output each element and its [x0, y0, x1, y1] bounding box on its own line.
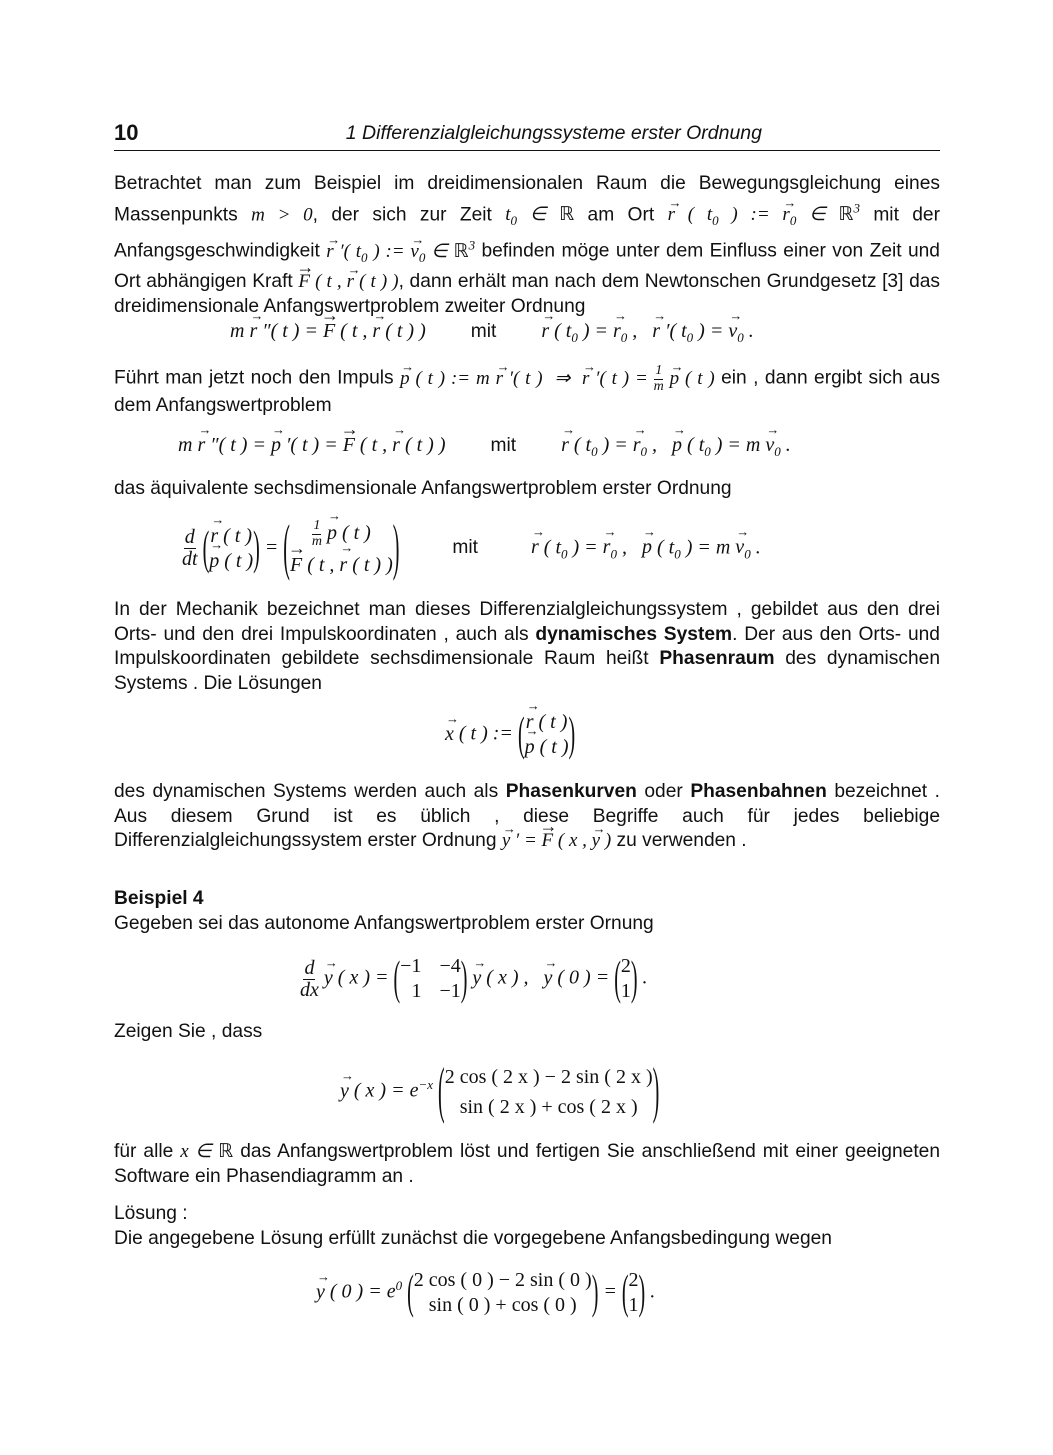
- paragraph-9: Lösung :: [114, 1203, 188, 1224]
- example-title: Beispiel 4: [114, 888, 204, 909]
- equation-system: $\frac{d}{dt}$ ( → r ( t ) → p ( t ) ) = ( $\frac{1}{m}$ → p ( t ) → F ( t , → r ( t ) ) ) mit → r ( $t_0$ ) = → $r_0$ , → p ( $t_0$ ) = $m \to v_0$ .: [182, 518, 761, 580]
- paragraph-3: das äquivalente sechsdimensionale Anfangswertproblem erster Ordnung: [114, 478, 732, 499]
- paragraph-2: Führt man jetzt noch den Impuls → p ( t ) := m → r ′( t ) ⇒ → r ′( t ) = $\frac{1}{m}$ → p ( t ) ein , dann ergibt sich aus dem Anfangswertproblem: [114, 364, 940, 419]
- equation-solution-def: → x ( t ) := ( → r ( t ) → p ( t ) ): [445, 710, 575, 760]
- paragraph-4: In der Mechanik bezeichnet man dieses Differenzialgleichungssystem , gebildet aus den drei Orts- und den drei Impulskoordinaten , auch als dynamisches System. Der aus den Orts- und Impulskoordinaten gebildete sechsdimensionale Raum heißt Phasenraum des dynamischen Systems . Die Lösungen: [114, 599, 940, 694]
- equation-example-solution: → y ( x ) = $e^{-x}$ ( 2 cos ( 2 x ) − 2 sin ( 2 x ) sin ( 2 x ) + cos ( 2 x ) ): [340, 1062, 659, 1122]
- paragraph-5: des dynamischen Systems werden auch als Phasenkurven oder Phasenbahnen bezeichnet . Aus diesem Grund ist es üblich , diese Begriffe auch für jedes beliebige Differenzialgleichungssystem erster Ordnung → y ′ = → F ( x , → y ) zu verwenden .: [114, 780, 940, 854]
- equation-newton: m → r ″( t ) = → F ( t , → r ( t ) ) mit → r ( $t_0$ ) = → $r_0$ , → r ′( $t_0$ ) = → $v_0$ .: [230, 320, 754, 346]
- paragraph-8: für alle x ∈ ℝ das Anfangswertproblem löst und fertigen Sie anschließend mit einer geeigneten Software ein Phasendiagramm an .: [114, 1141, 940, 1187]
- equation-impulse: m → r ″( t ) = → p ′( t ) = → F ( t , → r ( t ) ) mit → r ( $t_0$ ) = → $r_0$ , → p ( $t_0$ ) = $m \to v_0$ .: [178, 434, 791, 460]
- paragraph-1: Betrachtet man zum Beispiel im dreidimensionalen Raum die Bewegungsgleichung eines Massenpunkts m > 0, der sich zur Zeit $t_0$ ∈ ℝ am Ort → r ( $t_0$ ) := → $r_0$ ∈ ℝ$^3$ mit der Anfangsgeschwindigkeit → r ′( $t_0$ ) := → $v_0$ ∈ ℝ$^3$ befinden möge unter dem Einfluss einer von Zeit und Ort abhängigen Kraft → F ( t , → r ( t ) ), dann erhält man nach dem Newtonschen Grundgesetz [3] das dreidimensionale Anfangswertproblem zweiter Ordnung: [114, 172, 940, 319]
- page-header: [114, 120, 940, 151]
- equation-example-ivp: $\frac{d}{dx}$ → y ( x ) = ( −1 −4 1 −1 ) → y ( x ) , → y ( 0 ) = ( 2 1 ) .: [300, 954, 648, 1004]
- paragraph-6: Gegeben sei das autonome Anfangswertproblem erster Ornung: [114, 913, 654, 934]
- equation-initial-check: → y ( 0 ) = $e^0$ ( 2 cos ( 0 ) − 2 sin ( 0 ) sin ( 0 ) + cos ( 0 ) ) = ( 2 1 ) .: [316, 1268, 655, 1318]
- paragraph-7: Zeigen Sie , dass: [114, 1021, 263, 1042]
- chapter-title: 1 Differenzialgleichungssysteme erster Ordnung: [345, 122, 762, 144]
- page-number: 10: [114, 120, 139, 145]
- paragraph-10: Die angegebene Lösung erfüllt zunächst die vorgegebene Anfangsbedingung wegen: [114, 1228, 832, 1249]
